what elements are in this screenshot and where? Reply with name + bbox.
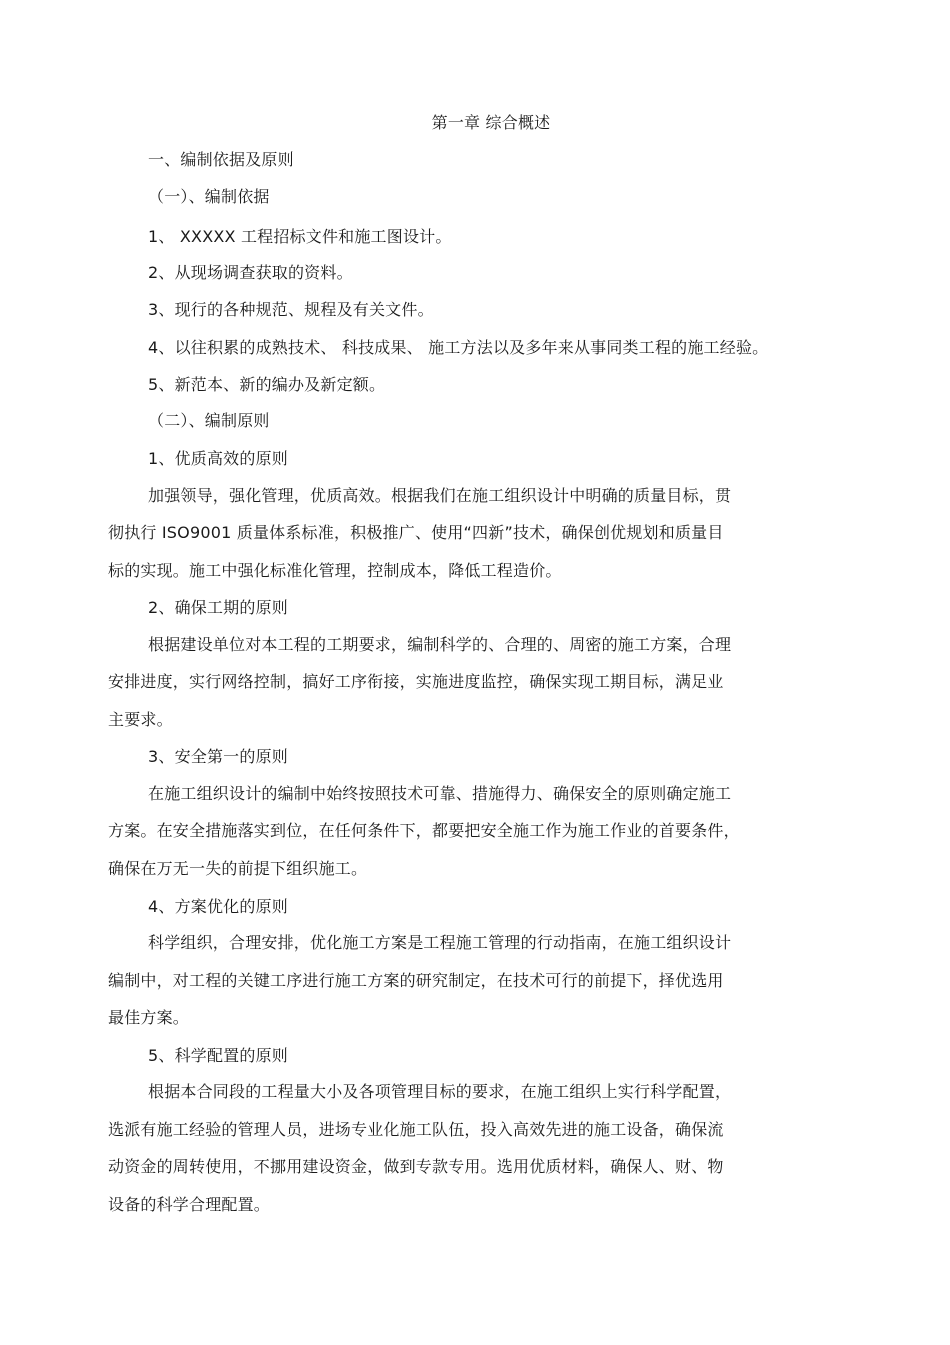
paragraph-line: 确保在万无一失的前提下组织施工。: [108, 859, 368, 878]
principle-heading: 3、安全第一的原则: [148, 747, 288, 766]
list-item: 1、 XXXXX 工程招标文件和施工图设计。: [148, 227, 452, 246]
paragraph-line: 在施工组织设计的编制中始终按照技术可靠、措施得力、确保安全的原则确定施工: [148, 784, 732, 803]
paragraph-line: 安排进度，实行网络控制，搞好工序衔接，实施进度监控，确保实现工期目标，满足业: [108, 672, 724, 691]
subsection-heading: （二）、编制原则: [148, 411, 270, 430]
paragraph-line: 动资金的周转使用，不挪用建设资金，做到专款专用。选用优质材料，确保人、财、物: [108, 1157, 724, 1176]
paragraph-line: 标的实现。施工中强化标准化管理，控制成本，降低工程造价。: [108, 561, 562, 580]
paragraph-line: 彻执行 ISO9001 质量体系标准，积极推广、使用“四新”技术，确保创优规划和质量目: [108, 523, 724, 542]
principle-heading: 5、科学配置的原则: [148, 1046, 288, 1065]
section-heading: 一、编制依据及原则: [148, 150, 294, 169]
chapter-title: 第一章 综合概述: [431, 113, 551, 132]
paragraph-line: 根据本合同段的工程量大小及各项管理目标的要求，在施工组织上实行科学配置，: [148, 1082, 732, 1101]
list-item: 2、从现场调查获取的资料。: [148, 263, 353, 282]
list-item: 3、现行的各种规范、规程及有关文件。: [148, 300, 434, 319]
paragraph-line: 设备的科学合理配置。: [108, 1195, 271, 1214]
paragraph-line: 编制中，对工程的关键工序进行施工方案的研究制定，在技术可行的前提下，择优选用: [108, 971, 724, 990]
paragraph-line: 根据建设单位对本工程的工期要求，编制科学的、合理的、周密的施工方案，合理: [148, 635, 732, 654]
principle-heading: 4、方案优化的原则: [148, 897, 288, 916]
list-item: 4、以往积累的成熟技术、 科技成果、 施工方法以及多年来从事同类工程的施工经验。: [148, 338, 769, 357]
paragraph-line: 选派有施工经验的管理人员，进场专业化施工队伍，投入高效先进的施工设备，确保流: [108, 1120, 724, 1139]
list-item: 5、新范本、新的编办及新定额。: [148, 375, 386, 394]
paragraph-line: 加强领导，强化管理，优质高效。根据我们在施工组织设计中明确的质量目标，贯: [148, 486, 732, 505]
paragraph-line: 方案。在安全措施落实到位，在任何条件下，都要把安全施工作为施工作业的首要条件，: [108, 821, 740, 840]
paragraph-line: 最佳方案。: [108, 1008, 190, 1027]
paragraph-line: 主要求。: [108, 710, 173, 729]
principle-heading: 2、确保工期的原则: [148, 598, 288, 617]
subsection-heading: （一）、编制依据: [148, 187, 270, 206]
principle-heading: 1、优质高效的原则: [148, 449, 288, 468]
paragraph-line: 科学组织，合理安排，优化施工方案是工程施工管理的行动指南，在施工组织设计: [148, 933, 732, 952]
